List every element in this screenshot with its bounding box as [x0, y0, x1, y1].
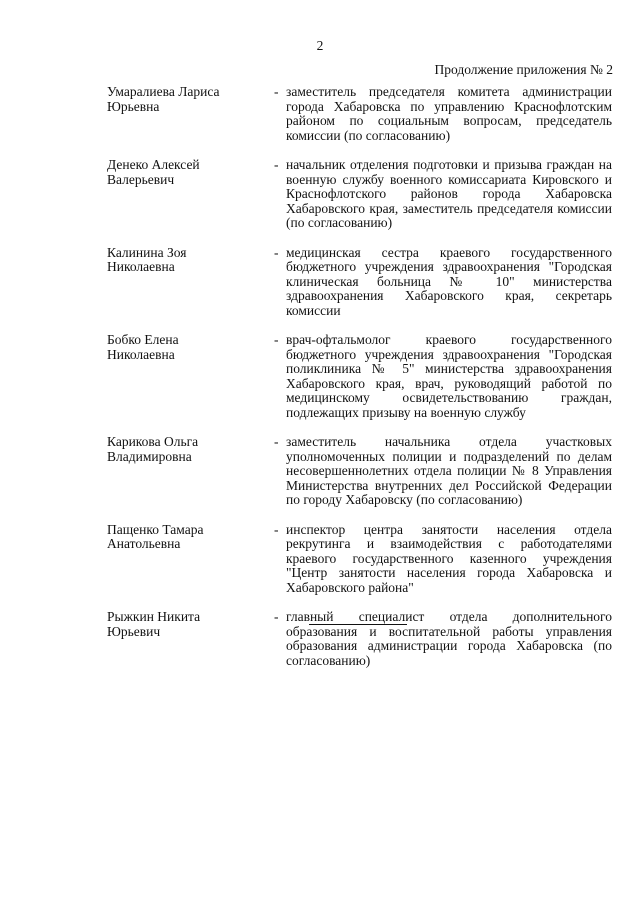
member-entry: [107, 246, 612, 319]
member-entry: [107, 523, 612, 596]
closing-separator-line: [309, 624, 407, 625]
member-entry: [107, 158, 612, 231]
member-patronymic: Николаевна: [107, 259, 175, 274]
member-role: медицинская сестра краевого государственного бюджетного учреждения здравоохранения "Городская клиническая больница № 10" министерства здравоохранения Хабаровского края, секретарь комиссии: [286, 244, 612, 318]
commission-member-list: [107, 85, 612, 683]
member-patronymic: Владимировна: [107, 448, 192, 464]
member-name: [107, 158, 274, 231]
member-entry: [107, 333, 612, 420]
member-surname-name: Рыжкин Никита: [107, 609, 201, 624]
page-number: 2: [316, 38, 324, 53]
member-surname-name: Калинина Зоя: [107, 244, 187, 260]
member-entry: [107, 85, 612, 143]
member-patronymic: Анатольевна: [107, 536, 181, 551]
member-role: врач-офтальмолог краевого государственного бюджетного учреждения здравоохранения "Городская поликлиника № 5" министерства здравоохранения Хабаровского края, врач, руководящий работой по медицинскому освидетельствованию граждан, подлежащих призыву на военную службу: [286, 332, 612, 420]
member-surname-name: Умаралиева Лариса: [107, 84, 220, 99]
entry-dash: -: [274, 609, 279, 624]
continuation-label: Продолжение приложения № 2: [434, 62, 613, 77]
member-surname-name: Денеко Алексей: [107, 157, 200, 172]
member-entry: [107, 610, 612, 668]
entry-dash: -: [274, 521, 279, 537]
member-name: [107, 435, 274, 508]
member-role: начальник отделения подготовки и призыва граждан на военную службу военного комиссариата Кировского и Краснофлотского районов города Хабаровска Хабаровского края, заместитель председателя комиссии (по согласованию): [286, 157, 612, 230]
entry-dash: -: [274, 84, 279, 99]
member-patronymic: Николаевна: [107, 346, 175, 362]
member-name: [107, 246, 274, 319]
member-role: заместитель начальника отдела участковых уполномоченных полиции и подразделений по делам несовершеннолетних отдела полиции № 8 Управления Министерства внутренних дел Российской Федерации по городу Хабаровску (по согласованию): [286, 434, 612, 507]
member-surname-name: Бобко Елена: [107, 332, 179, 347]
member-patronymic: Юрьевна: [107, 98, 160, 114]
member-role: заместитель председателя комитета администрации города Хабаровска по управлению Краснофлотским районом по социальным вопросам, председатель комиссии (по согласованию): [286, 84, 612, 143]
entry-dash: -: [274, 434, 279, 449]
member-name: [107, 333, 274, 420]
entry-dash: -: [274, 332, 279, 347]
member-role: главный специалист отдела дополнительного образования и воспитательной работы управления образования администрации города Хабаровска (по согласованию): [286, 609, 612, 668]
member-patronymic: Юрьевич: [107, 623, 161, 639]
entry-dash: -: [274, 157, 279, 172]
member-surname-name: Пащенко Тамара: [107, 521, 204, 537]
member-patronymic: Валерьевич: [107, 171, 175, 187]
member-entry: [107, 435, 612, 508]
entry-dash: -: [274, 244, 279, 260]
member-surname-name: Карикова Ольга: [107, 434, 199, 449]
member-name: [107, 85, 274, 143]
member-name: [107, 523, 274, 596]
member-name: [107, 610, 274, 668]
member-role: инспектор центра занятости населения отдела рекрутинга и взаимодействия с работодателями краевого государственного казенного учреждения "Центр занятости населения города Хабаровска и Хабаровского района": [286, 521, 612, 595]
